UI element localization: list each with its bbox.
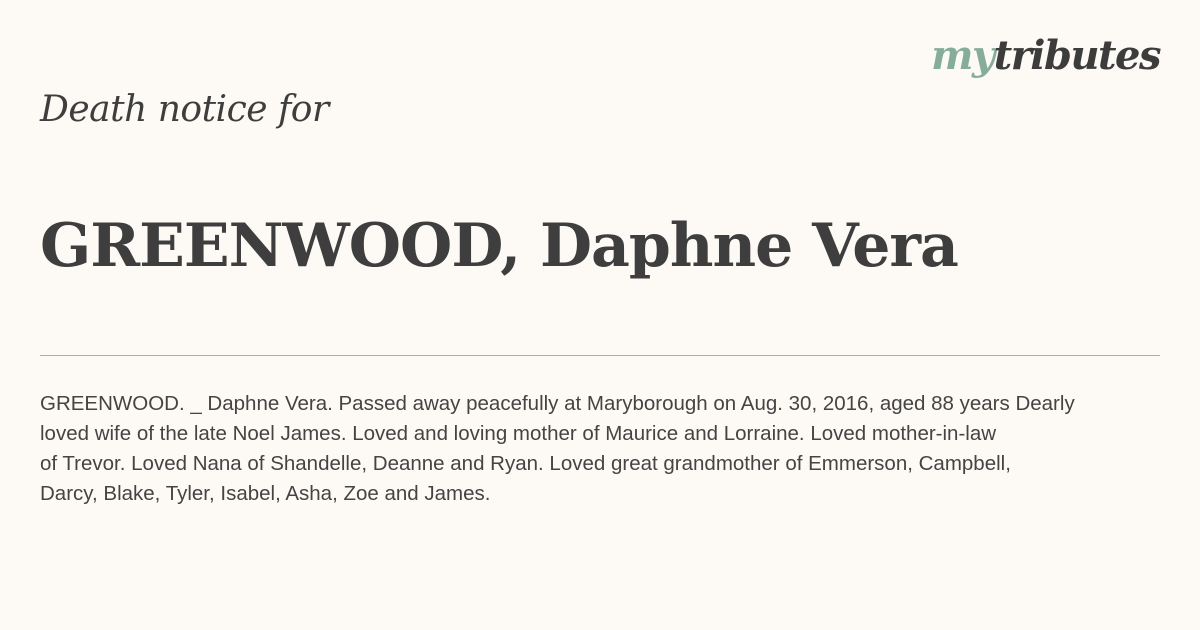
- logo-my: my: [931, 32, 994, 79]
- logo-tributes: tributes: [993, 32, 1160, 79]
- notice-subtitle: Death notice for: [40, 89, 329, 130]
- divider: [40, 355, 1160, 356]
- notice-body: GREENWOOD. _ Daphne Vera. Passed away peacefully at Maryborough on Aug. 30, 2016, aged 88 years Dearly loved wife of the late Noel James. Loved and loving mother of Maurice and Lorraine. Loved mother-in-law of Trevor. Loved Nana of Shandelle, Deanne and Ryan. Loved great grandmother of Emmerson, Campbell, Darcy, Blake, Tyler, Isabel, Asha, Zoe and James.: [40, 392, 1075, 505]
- deceased-name: GREENWOOD, Daphne Vera: [40, 211, 958, 281]
- mytributes-logo[interactable]: [931, 32, 1160, 79]
